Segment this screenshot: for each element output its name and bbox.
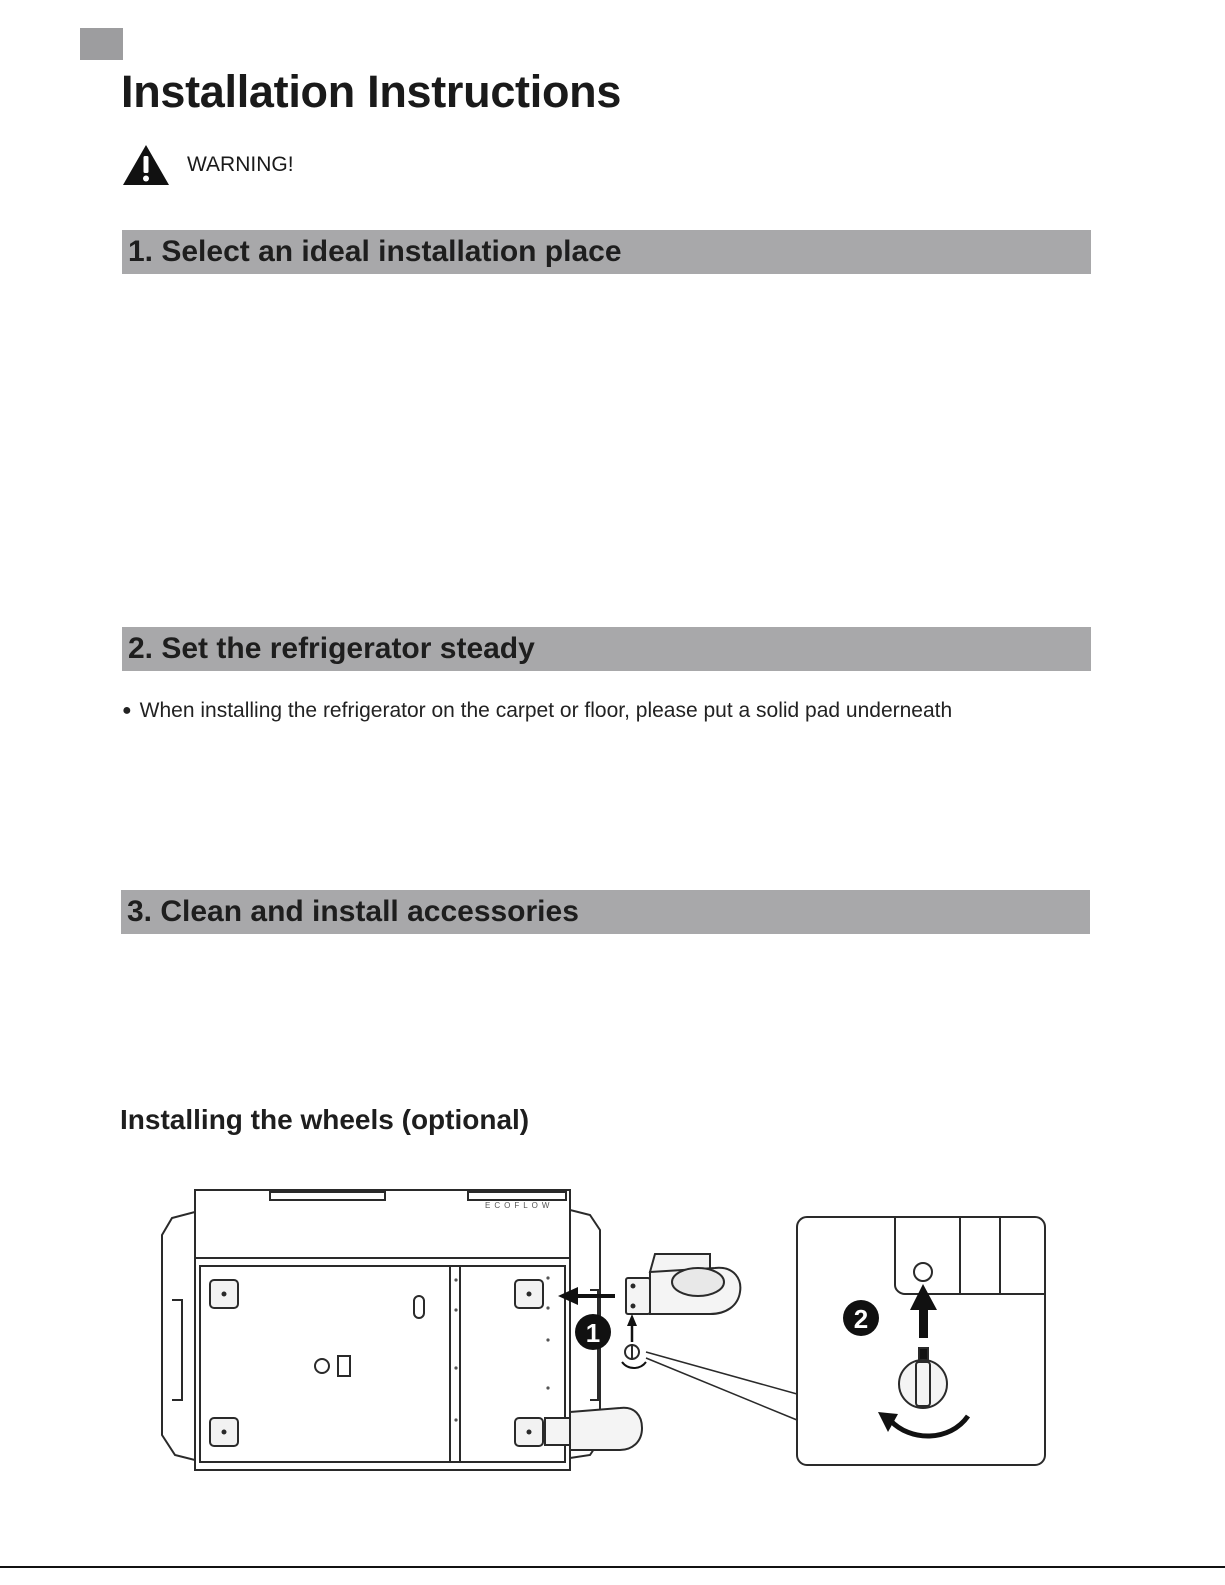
rotate-arrow-icon	[622, 1362, 646, 1368]
page-title: Installation Instructions	[121, 66, 622, 117]
arrow-up-icon	[627, 1314, 637, 1342]
step-2-badge: 2	[853, 1304, 869, 1334]
section-heading-1-text: 1. Select an ideal installation place	[128, 235, 622, 268]
wheels-subheading: Installing the wheels (optional)	[120, 1104, 530, 1135]
detached-wheel	[626, 1254, 740, 1314]
brand-text: ECOFLOW	[485, 1201, 554, 1210]
section-heading-3	[121, 890, 1090, 934]
arrow-left-icon	[558, 1287, 615, 1305]
wheel-installation-diagram	[150, 1180, 1055, 1480]
section-heading-2	[122, 627, 1091, 671]
warning-triangle-icon	[122, 144, 170, 186]
section-heading-3-text: 3. Clean and install accessories	[127, 895, 579, 928]
bottom-rule	[0, 1566, 1225, 1568]
section-heading-2-text: 2. Set the refrigerator steady	[128, 632, 535, 665]
warning-label: WARNING!	[187, 153, 294, 176]
section-2-bullet	[122, 699, 952, 723]
bullet-dot: ●	[122, 702, 132, 719]
warning-notice	[122, 144, 294, 186]
corner-tab	[80, 28, 123, 60]
step-1-badge: 1	[585, 1318, 601, 1348]
section-2-bullet-text: When installing the refrigerator on the carpet or floor, please put a solid pad underneath	[139, 699, 953, 722]
section-heading-1	[122, 230, 1091, 274]
